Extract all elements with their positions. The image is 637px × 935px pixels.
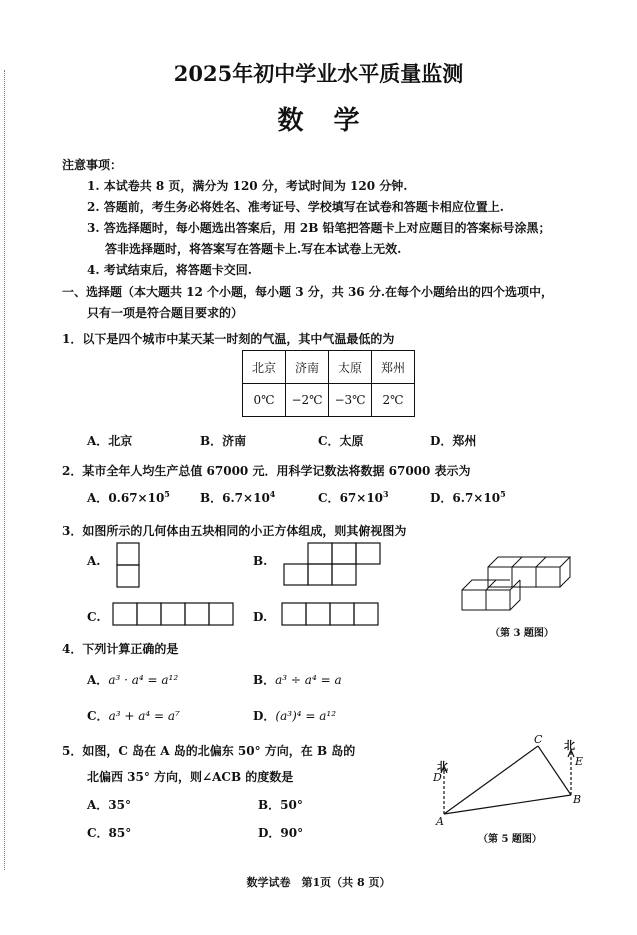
exam-title: 2025年初中学业水平质量监测 <box>173 61 464 86</box>
option-b: B．$6.7\times 10^4$ <box>200 489 276 505</box>
option-b-label: B. <box>253 554 268 568</box>
segment-cb <box>538 746 571 795</box>
q3-figure-caption: （第 3 题图） <box>490 628 554 639</box>
option-d: D．90° <box>258 826 304 840</box>
note-item: 1. 本试卷共 8 页，满分为 120 分，考试时间为 120 分钟. <box>87 179 408 193</box>
option-d: D．$6.7\times 10^5$ <box>430 489 506 505</box>
option-b: B．济南 <box>200 434 247 448</box>
section-heading-cont: 只有一项是符合题目要求的） <box>87 306 244 320</box>
segment-ac <box>444 746 538 814</box>
question-2-stem: 2．某市全年人均生产总值 67000 元．用科学记数法将数据 67000 表示为 <box>62 464 471 478</box>
option-c-label: C. <box>87 610 101 624</box>
city-header: 北京 <box>243 351 286 384</box>
note-item: 4. 考试结束后，将答题卡交回. <box>87 263 252 277</box>
option-d-label: D. <box>253 610 268 624</box>
option-c: C．85° <box>87 826 132 840</box>
point-e-label: E <box>575 755 584 768</box>
city-header: 郑州 <box>372 351 415 384</box>
question-5-stem-cont: 北偏西 35° 方向，则∠ACB 的度数是 <box>87 770 294 784</box>
city-header: 济南 <box>286 351 329 384</box>
option-a: A．a³ · a⁴ = a¹² <box>87 673 179 687</box>
option-d: D．(a³)⁴ = a¹² <box>253 709 337 723</box>
question-3-stem: 3．如图所示的几何体由五块相同的小正方体组成，则其俯视图为 <box>62 524 407 538</box>
option-a: A．北京 <box>87 434 133 448</box>
point-d-label: D <box>433 771 442 784</box>
option-a-label: A. <box>87 554 101 568</box>
q5-figure-caption: （第 5 题图） <box>478 834 542 845</box>
temperature-value: −3℃ <box>329 384 372 417</box>
option-d: D．郑州 <box>430 434 477 448</box>
temperature-value: 0℃ <box>243 384 286 417</box>
north-label: 北 <box>437 760 448 773</box>
note-item: 答非选择题时，将答案写在答题卡上.写在本试卷上无效. <box>105 242 402 256</box>
option-c: C．a³ + a⁴ = a⁷ <box>87 709 180 723</box>
note-item: 2. 答题前，考生务必将姓名、准考证号、学校填写在试卷和答题卡相应位置上. <box>87 200 504 214</box>
section-heading: 一、选择题（本大题共 12 个小题，每小题 3 分，共 36 分.在每个小题给出的四个选项中， <box>62 285 553 299</box>
city-header: 太原 <box>329 351 372 384</box>
notes-heading: 注意事项： <box>62 158 123 172</box>
temperature-value: −2℃ <box>286 384 329 417</box>
option-a: A．$0.67\times 10^5$ <box>87 489 170 505</box>
subject-title: 数学 <box>277 106 390 136</box>
note-item: 3. 答选择题时，每小题选出答案后，用 2B 铅笔把答题卡上对应题目的答案标号涂黑； <box>87 221 551 235</box>
point-b-label: B <box>573 793 582 806</box>
question-1-stem: 1．以下是四个城市中某天某一时刻的气温，其中气温最低的为 <box>62 332 395 346</box>
option-b: B．a³ ÷ a⁴ = a <box>253 673 342 687</box>
question-5-stem: 5．如图，C 岛在 A 岛的北偏东 50° 方向，在 B 岛的 <box>62 744 356 758</box>
option-b: B．50° <box>258 798 303 812</box>
option-c: C．太原 <box>318 434 364 448</box>
question-4-stem: 4．下列计算正确的是 <box>62 642 179 656</box>
north-label: 北 <box>564 739 575 752</box>
temperature-value: 2℃ <box>372 384 415 417</box>
point-c-label: C <box>534 733 543 746</box>
segment-ab <box>444 795 571 814</box>
option-c: C．$67\times 10^3$ <box>318 489 389 505</box>
option-a: A．35° <box>87 798 132 812</box>
page-footer: 数学试卷 第1页（共 8 页） <box>246 876 391 889</box>
point-a-label: A <box>436 815 444 828</box>
